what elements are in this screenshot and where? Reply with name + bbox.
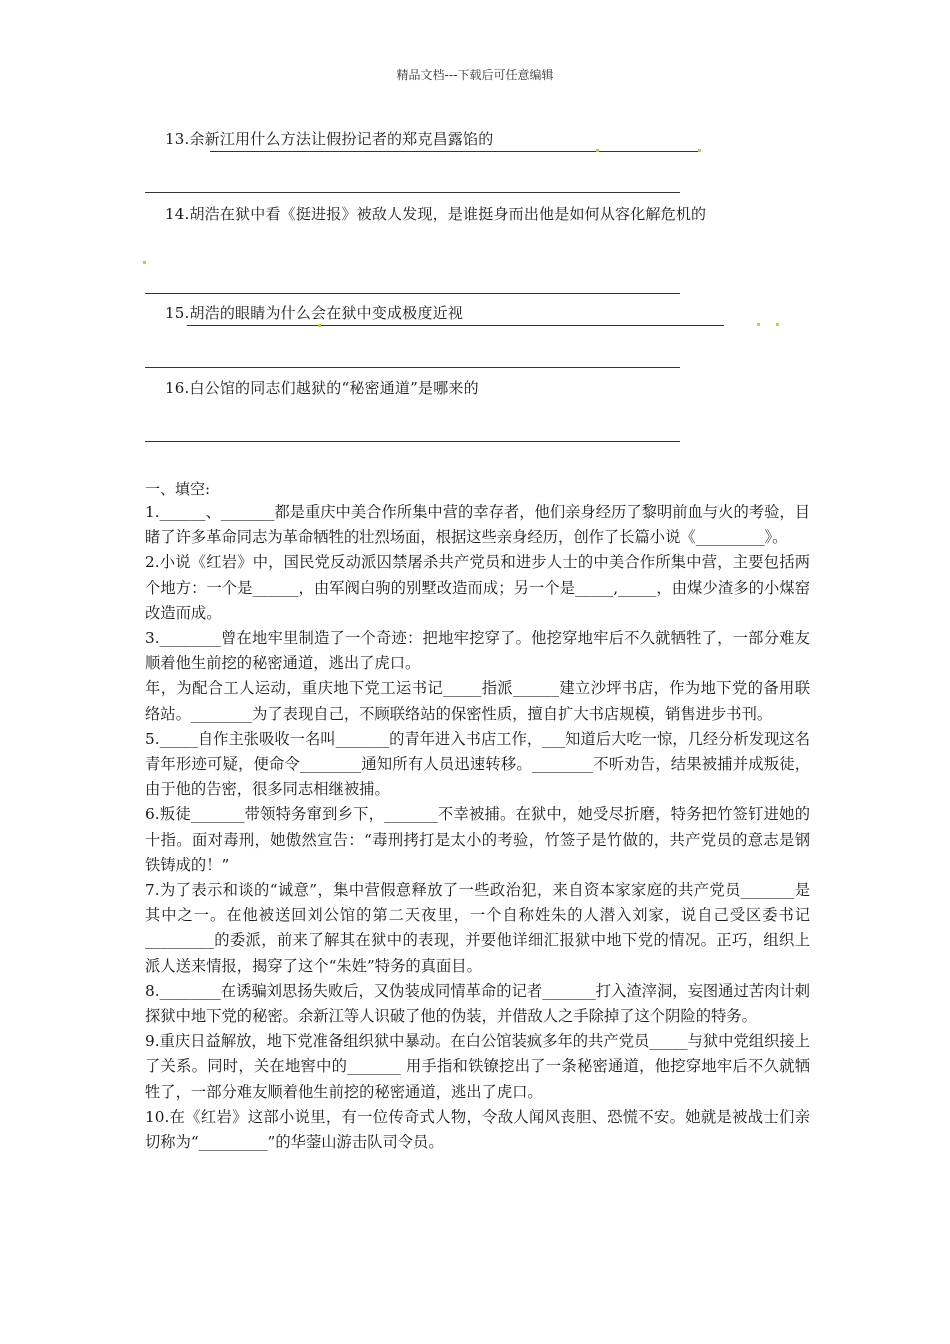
- fill-item-5: 5._____自作主张吸收一名叫_______的青年进入书店工作，___知道后大吃一惊，几经分析发现这名青年形迹可疑，便命令________通知所有人员迅速转移。________不听劝告，结果被捕并成叛徒，由于他的告密，很多同志相继被捕。: [145, 729, 810, 799]
- answer-line: [145, 192, 680, 193]
- fill-item-3: 3.________曾在地牢里制造了一个奇迹：把地牢挖穿了。他挖穿地牢后不久就牺牲了，一部分难友顺着他生前挖的秘密通道，逃出了虎口。: [145, 629, 810, 673]
- fill-item-10: 10.在《红岩》这部小说里，有一位传奇式人物，令敌人闻风丧胆、恐慌不安。她就是被战士们亲切称为“_________”的华蓥山游击队司令员。: [145, 1107, 810, 1152]
- answer-line: [210, 151, 700, 152]
- answer-line: [187, 325, 724, 326]
- answer-line: [145, 293, 680, 294]
- speck: [318, 324, 321, 327]
- fill-item-1: 1.______、_______都是重庆中美合作所集中营的幸存者，他们亲身经历了黎明前血与火的考验，目睹了许多革命同志为革命牺牲的壮烈场面，根据这些亲身经历，创作了长篇小说《_________》。: [145, 503, 810, 547]
- answer-line: [145, 441, 680, 442]
- fill-item-7: 7.为了表示和谈的“诚意”，集中营假意释放了一些政治犯，来自资本家家庭的共产党员_______是其中之一。在他被送回刘公馆的第二天夜里，一个自称姓朱的人潜入刘家，说自己受区委书记_________的委派，前来了解其在狱中的表现，并要他详细汇报狱中地下党的情况。正巧，组织上派人送来情报，揭穿了这个“朱姓”特务的真面目。: [145, 881, 810, 975]
- section-title: 一、填空:: [145, 480, 211, 498]
- fill-item-2: 2.小说《红岩》中，国民党反动派囚禁屠杀共产党员和进步人士的中美合作所集中营，主要包括两个地方：一个是______，由军阀白驹的别墅改造而成；另一个是_____,_____，由煤少渣多的小煤窑改造而成。: [145, 553, 810, 622]
- question-15: 15.胡浩的眼睛为什么会在狱中变成极度近视: [165, 304, 464, 322]
- question-16: 16.白公馆的同志们越狱的“秘密通道”是哪来的: [165, 379, 479, 397]
- speck: [143, 261, 146, 264]
- page-header: 精品文档---下载后可任意编辑: [396, 68, 554, 82]
- speck: [596, 149, 599, 152]
- speck: [757, 323, 760, 326]
- question-14: 14.胡浩在狱中看《挺进报》被敌人发现，是谁挺身而出他是如何从容化解危机的: [165, 205, 707, 223]
- answer-line: [145, 367, 680, 368]
- fill-item-8: 8.________在诱骗刘思扬失败后，又伪装成同情革命的记者_______打入渣滓洞，妄图通过苦肉计刺探狱中地下党的秘密。余新江等人识破了他的伪装，并借敌人之手除掉了这个阴险的特务。: [145, 981, 810, 1026]
- fill-in-section: [145, 500, 810, 1155]
- fill-item-4: 年，为配合工人运动，重庆地下党工运书记_____指派______建立沙坪书店，作为地下党的备用联络站。________为了表现自己，不顾联络站的保密性质，擅自扩大书店规模，销售进步书刊。: [145, 679, 810, 723]
- speck: [698, 149, 701, 152]
- speck: [776, 323, 779, 326]
- fill-item-9: 9.重庆日益解放，地下党准备组织狱中暴动。在白公馆装疯多年的共产党员_____与狱中党组织接上了关系。同时，关在地窖中的_______ 用手指和铁镣挖出了一条秘密通道，他挖穿地牢后不久就牺牲了，一部分难友顺着他生前挖的秘密通道，逃出了虎口。: [145, 1032, 810, 1101]
- fill-item-6: 6.叛徒_______带领特务窜到乡下，_______不幸被捕。在狱中，她受尽折磨，特务把竹签钉进她的十指。面对毒刑，她傲然宣告：“毒刑拷打是太小的考验，竹签子是竹做的，共产党员的意志是钢铁铸成的！”: [145, 805, 810, 874]
- question-13: 13.余新江用什么方法让假扮记者的郑克昌露馅的: [165, 130, 494, 148]
